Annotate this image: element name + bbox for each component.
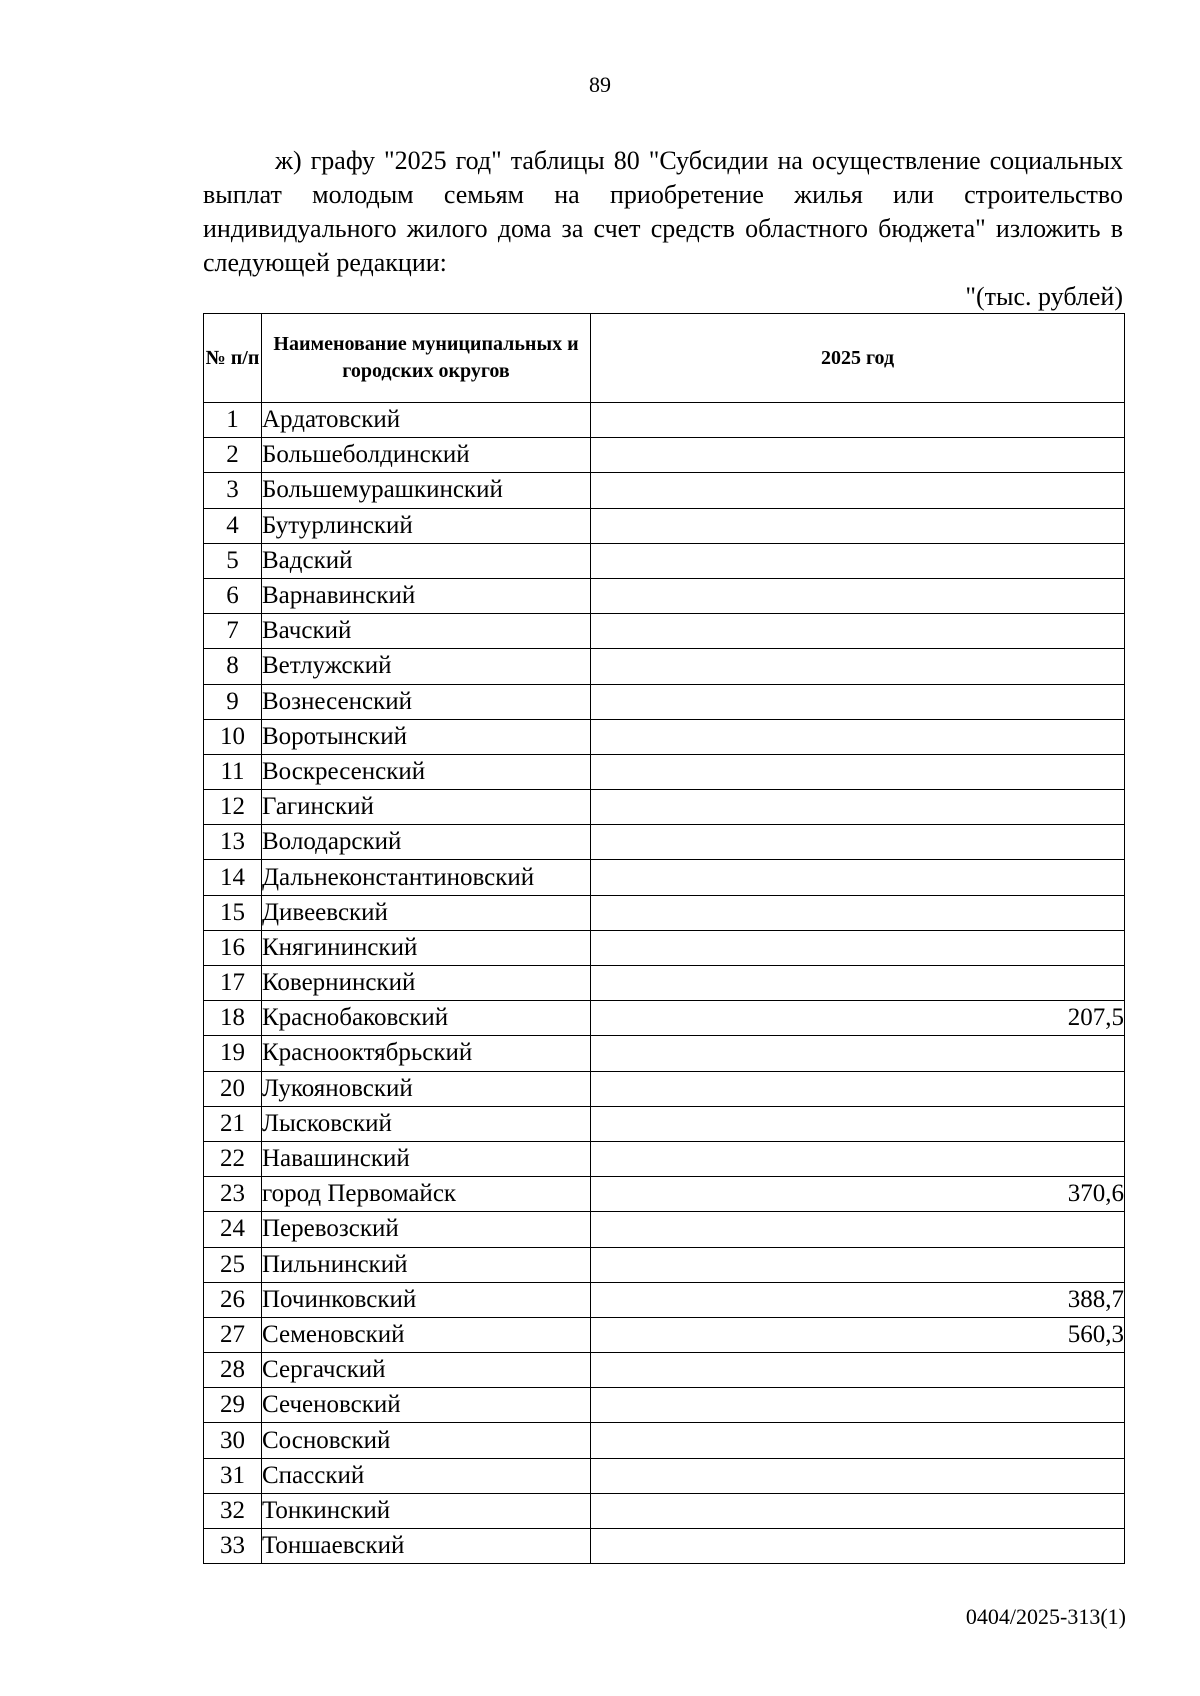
table-row [204, 1529, 1125, 1564]
table-row [204, 1247, 1125, 1282]
document-code: 0404/2025-313(1) [965, 1604, 1126, 1629]
row-value [591, 754, 1125, 789]
row-number: 15 [204, 895, 262, 930]
row-district-name: Дальнеконстантиновский [262, 860, 591, 895]
row-number: 1 [204, 403, 262, 438]
row-value [591, 438, 1125, 473]
row-number: 3 [204, 473, 262, 508]
row-number: 13 [204, 825, 262, 860]
row-value [591, 719, 1125, 754]
row-number: 18 [204, 1001, 262, 1036]
row-district-name: Гагинский [262, 790, 591, 825]
row-value [591, 684, 1125, 719]
row-value [591, 1212, 1125, 1247]
row-district-name: Ардатовский [262, 403, 591, 438]
row-district-name: Сергачский [262, 1353, 591, 1388]
row-value [591, 966, 1125, 1001]
table-row [204, 508, 1125, 543]
header-num [204, 314, 262, 403]
row-district-name: Краснооктябрьский [262, 1036, 591, 1071]
row-district-name: Сеченовский [262, 1388, 591, 1423]
row-number: 7 [204, 614, 262, 649]
row-number: 30 [204, 1423, 262, 1458]
table-body [204, 403, 1125, 1564]
row-number: 2 [204, 438, 262, 473]
row-number: 33 [204, 1529, 262, 1564]
table-row [204, 578, 1125, 613]
table-row [204, 1317, 1125, 1352]
row-value: 207,5 [591, 1001, 1125, 1036]
row-district-name: Ветлужский [262, 649, 591, 684]
row-value [591, 614, 1125, 649]
row-district-name: Навашинский [262, 1141, 591, 1176]
row-value [591, 578, 1125, 613]
row-value [591, 403, 1125, 438]
row-number: 11 [204, 754, 262, 789]
table-row [204, 614, 1125, 649]
row-district-name: Вачский [262, 614, 591, 649]
row-value [591, 1141, 1125, 1176]
row-number: 17 [204, 966, 262, 1001]
table-header-row [204, 314, 1125, 403]
subsidy-table [203, 313, 1125, 1564]
table-row [204, 790, 1125, 825]
table-row [204, 1423, 1125, 1458]
table-row [204, 1212, 1125, 1247]
row-district-name: Ковернинский [262, 966, 591, 1001]
row-number: 28 [204, 1353, 262, 1388]
row-district-name: Княгининский [262, 930, 591, 965]
row-value [591, 473, 1125, 508]
row-number: 4 [204, 508, 262, 543]
row-district-name: Дивеевский [262, 895, 591, 930]
row-number: 9 [204, 684, 262, 719]
table-row [204, 1353, 1125, 1388]
row-value [591, 930, 1125, 965]
row-value [591, 1529, 1125, 1564]
row-district-name: Спасский [262, 1458, 591, 1493]
row-district-name: Вадский [262, 543, 591, 578]
row-value [591, 1353, 1125, 1388]
row-district-name: Пильнинский [262, 1247, 591, 1282]
row-value [591, 543, 1125, 578]
table-row [204, 860, 1125, 895]
row-value [591, 825, 1125, 860]
table-row [204, 1071, 1125, 1106]
row-value [591, 895, 1125, 930]
table-row [204, 1036, 1125, 1071]
row-district-name: Большеболдинский [262, 438, 591, 473]
table-row [204, 825, 1125, 860]
row-number: 23 [204, 1177, 262, 1212]
table-row [204, 543, 1125, 578]
row-number: 20 [204, 1071, 262, 1106]
table-row [204, 403, 1125, 438]
row-value [591, 1036, 1125, 1071]
row-district-name: Воротынский [262, 719, 591, 754]
table-row [204, 966, 1125, 1001]
row-value: 560,3 [591, 1317, 1125, 1352]
table-row [204, 684, 1125, 719]
row-value [591, 1071, 1125, 1106]
row-value: 388,7 [591, 1282, 1125, 1317]
row-number: 26 [204, 1282, 262, 1317]
row-district-name: Перевозский [262, 1212, 591, 1247]
header-value-label: 2025 год [820, 346, 895, 369]
row-number: 32 [204, 1493, 262, 1528]
row-district-name: город Первомайск [262, 1177, 591, 1212]
row-value [591, 790, 1125, 825]
intro-paragraph: ж) графу "2025 год" таблицы 80 "Субсидии на осуществление социальных выплат молодым семьям на приобретение жилья или строительство индивидуального жилого дома за счет средств областного бюджета" изложить в следующей редакции: [203, 146, 1123, 277]
row-district-name: Большемурашкинский [262, 473, 591, 508]
row-district-name: Тонкинский [262, 1493, 591, 1528]
table-row [204, 754, 1125, 789]
table-row [204, 1458, 1125, 1493]
row-district-name: Володарский [262, 825, 591, 860]
row-value [591, 1458, 1125, 1493]
table-row [204, 1106, 1125, 1141]
table-row [204, 1177, 1125, 1212]
row-district-name: Семеновский [262, 1317, 591, 1352]
row-number: 6 [204, 578, 262, 613]
row-value [591, 508, 1125, 543]
table-row [204, 1141, 1125, 1176]
row-number: 5 [204, 543, 262, 578]
row-number: 8 [204, 649, 262, 684]
row-district-name: Тоншаевский [262, 1529, 591, 1564]
row-district-name: Лукояновский [262, 1071, 591, 1106]
page-number: 89 [589, 72, 611, 97]
row-number: 22 [204, 1141, 262, 1176]
row-district-name: Краснобаковский [262, 1001, 591, 1036]
row-district-name: Вознесенский [262, 684, 591, 719]
header-num-label: № п/п [205, 346, 260, 369]
units-note: "(тыс. рублей) [965, 282, 1123, 311]
row-number: 12 [204, 790, 262, 825]
row-value [591, 1247, 1125, 1282]
table-row [204, 1388, 1125, 1423]
table-row [204, 1493, 1125, 1528]
row-number: 24 [204, 1212, 262, 1247]
row-district-name: Варнавинский [262, 578, 591, 613]
row-number: 10 [204, 719, 262, 754]
row-district-name: Воскресенский [262, 754, 591, 789]
row-value [591, 1423, 1125, 1458]
row-number: 29 [204, 1388, 262, 1423]
row-district-name: Сосновский [262, 1423, 591, 1458]
row-number: 27 [204, 1317, 262, 1352]
row-value [591, 649, 1125, 684]
header-name-label: Наименование муниципальных и городских округов [273, 333, 579, 382]
row-number: 25 [204, 1247, 262, 1282]
table-row [204, 895, 1125, 930]
row-value [591, 1106, 1125, 1141]
row-number: 19 [204, 1036, 262, 1071]
table-row [204, 438, 1125, 473]
row-value [591, 1493, 1125, 1528]
row-value [591, 860, 1125, 895]
table-row [204, 930, 1125, 965]
table-row [204, 1001, 1125, 1036]
row-number: 31 [204, 1458, 262, 1493]
row-district-name: Починковский [262, 1282, 591, 1317]
row-district-name: Бутурлинский [262, 508, 591, 543]
table-row [204, 719, 1125, 754]
row-number: 21 [204, 1106, 262, 1141]
row-district-name: Лысковский [262, 1106, 591, 1141]
row-value [591, 1388, 1125, 1423]
header-value [591, 314, 1125, 403]
row-number: 14 [204, 860, 262, 895]
table-row [204, 1282, 1125, 1317]
table-row [204, 473, 1125, 508]
row-value: 370,6 [591, 1177, 1125, 1212]
header-name [262, 314, 591, 403]
row-number: 16 [204, 930, 262, 965]
table-row [204, 649, 1125, 684]
